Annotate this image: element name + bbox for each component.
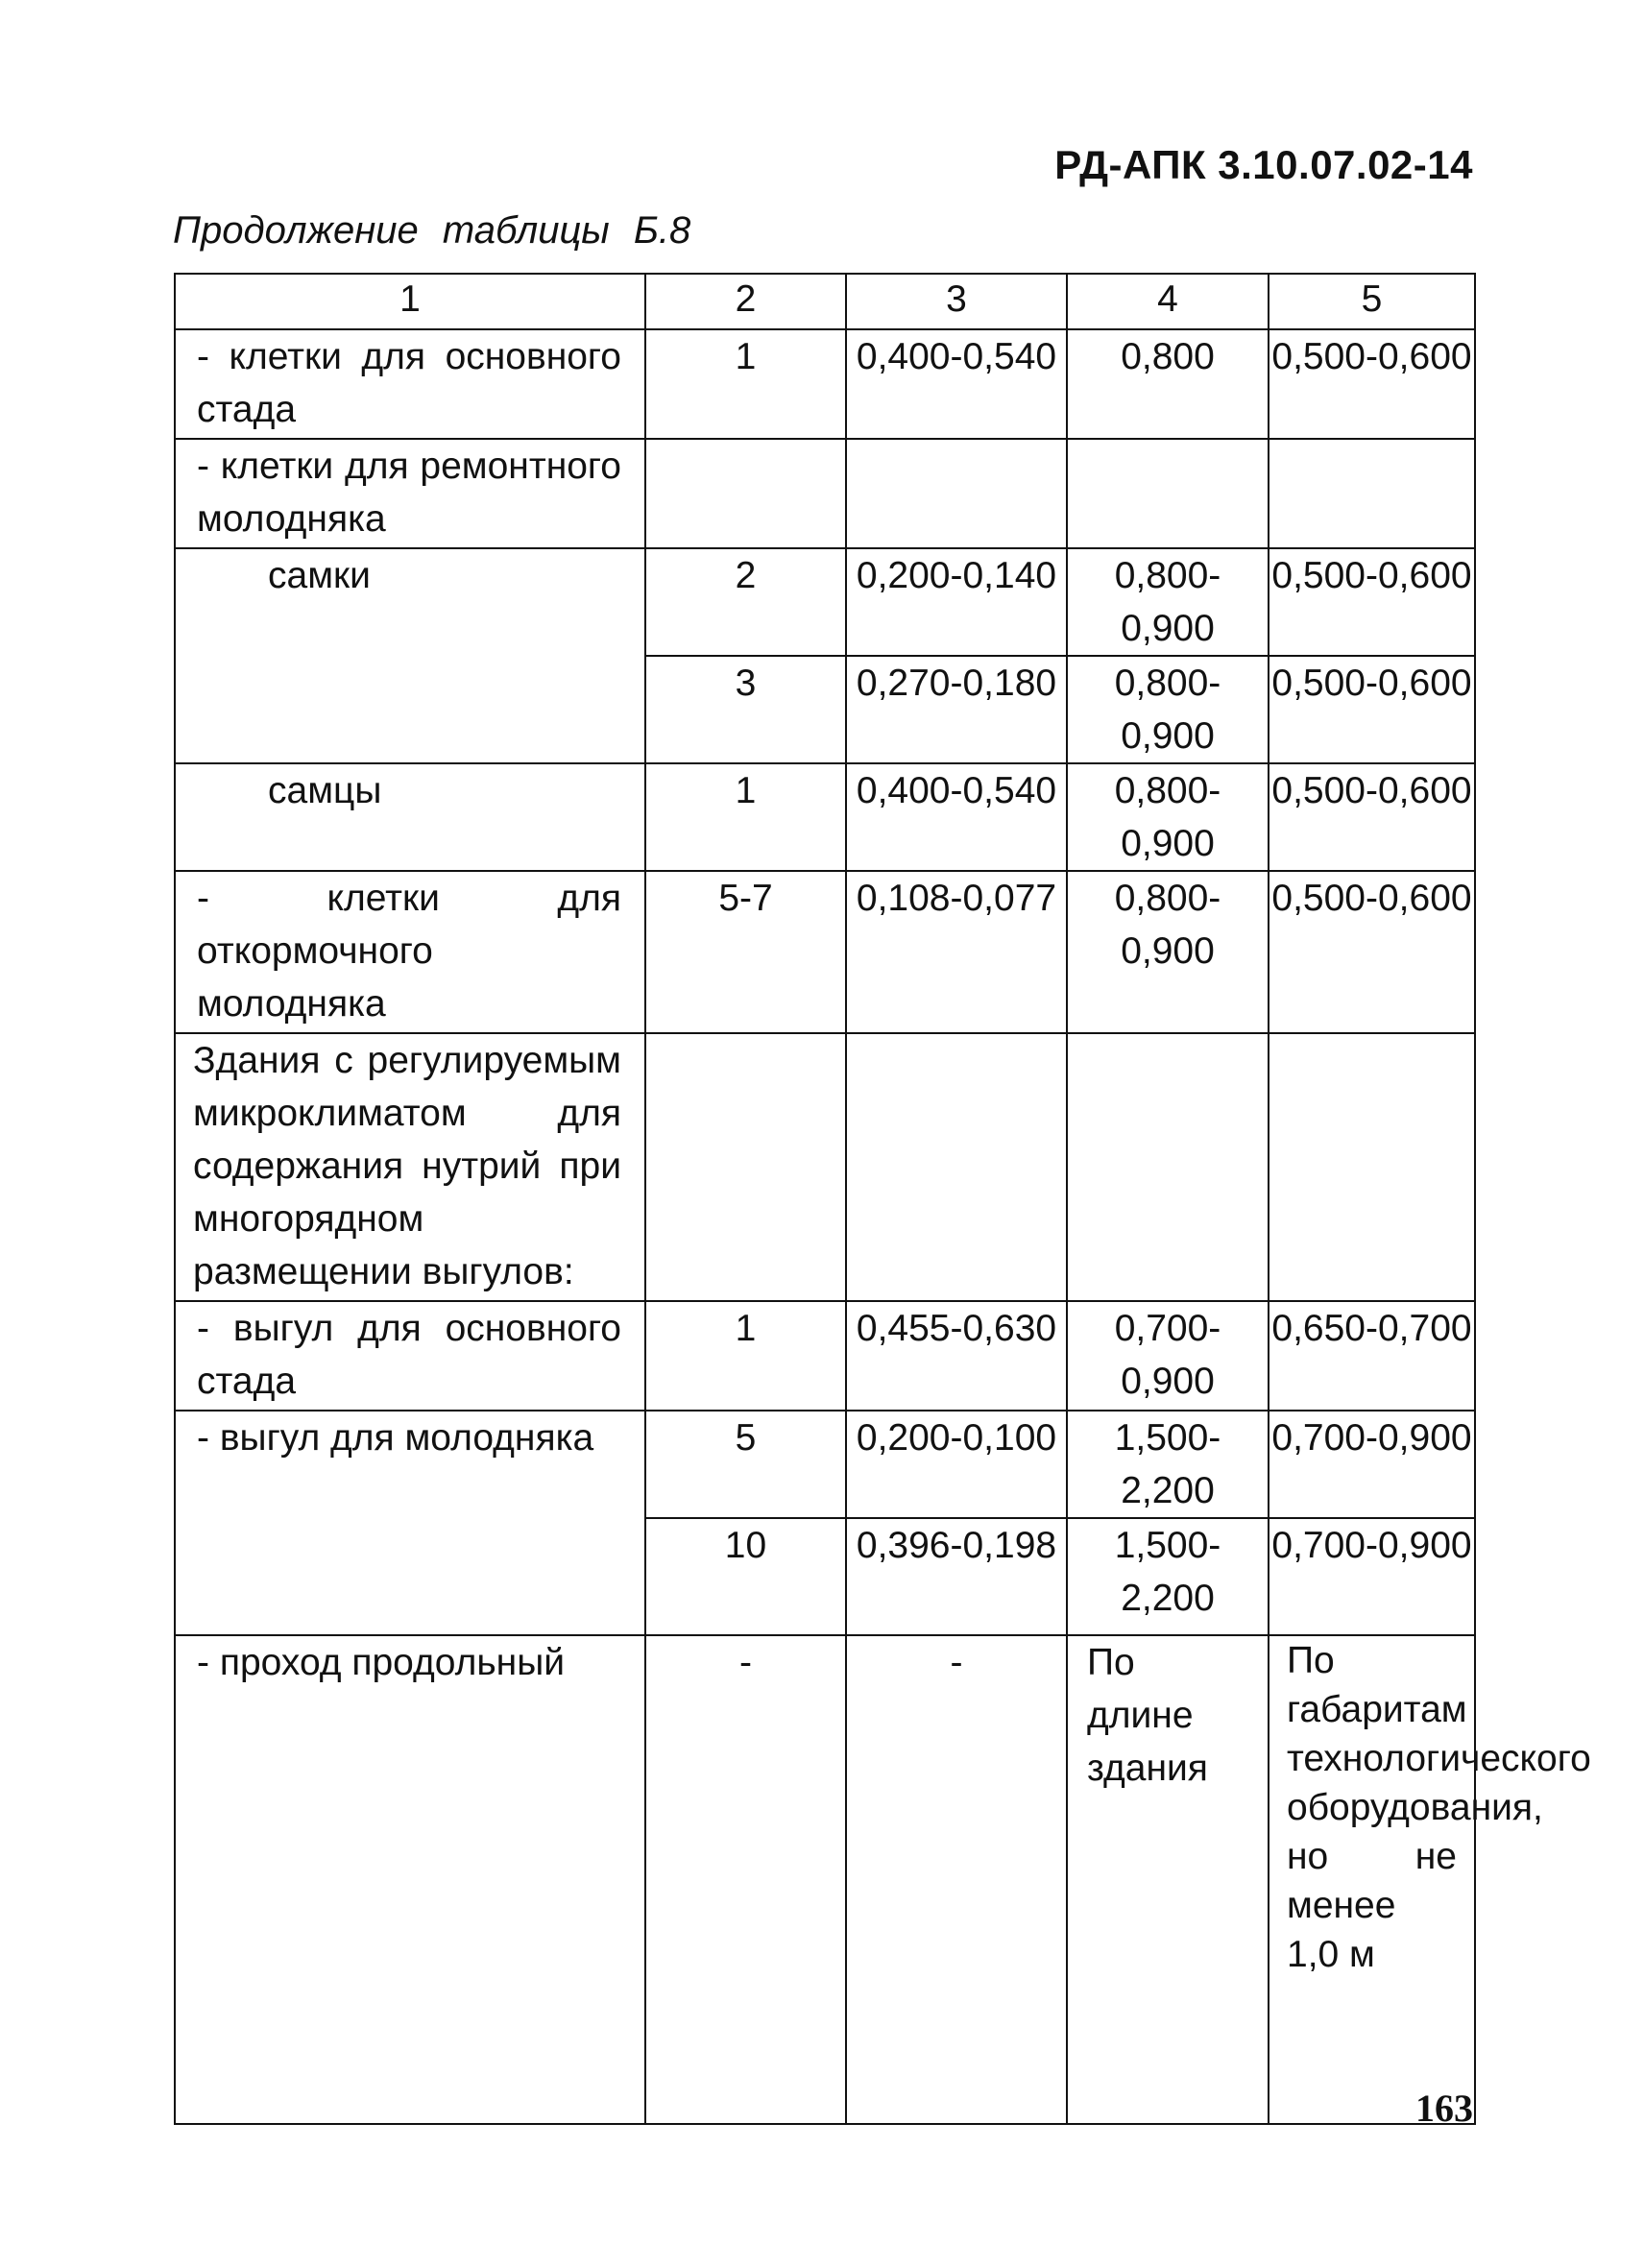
cell-quantity [645,1033,846,1301]
cell-value: 0,400-0,540 [846,763,1067,871]
table-row [175,329,1475,439]
cell-value: 0,800-0,900 [1067,763,1269,871]
row-name: - клетки для основного стада [175,329,645,439]
cell-quantity: 1 [645,329,846,439]
cell-value: 0,650-0,700 [1269,1301,1475,1411]
cell-value: 1,500-2,200 [1067,1411,1269,1518]
row-name: - выгул для основного стада [175,1301,645,1411]
table-row [175,1635,1475,2124]
table-row [175,548,1475,656]
row-name: самки [175,548,645,763]
document-code: РД-АПК 3.10.07.02-14 [1054,142,1473,187]
cell-quantity: 3 [645,656,846,763]
cell-value: 0,800-0,900 [1067,656,1269,763]
cell-value: 0,700-0,900 [1269,1518,1475,1635]
row-name: - клетки для ремонтного молодняка [175,439,645,548]
table-caption: Продолжение таблицы Б.8 [173,209,691,252]
column-header: 2 [645,274,846,329]
table-row [175,1411,1475,1518]
cell-value [846,439,1067,548]
row-name: - клетки для откормочного молодняка [175,871,645,1033]
cell-value: 0,800-0,900 [1067,871,1269,1033]
cell-quantity: 10 [645,1518,846,1635]
cell-value: 0,455-0,630 [846,1301,1067,1411]
cell-quantity [645,439,846,548]
cell-value: По длине здания [1067,1635,1269,2124]
column-header: 1 [175,274,645,329]
cell-value: 0,500-0,600 [1269,871,1475,1033]
cell-value: 0,700-0,900 [1067,1301,1269,1411]
column-header: 3 [846,274,1067,329]
table-row [175,871,1475,1033]
cell-value [1067,439,1269,548]
cell-value: 0,800 [1067,329,1269,439]
cell-value [1269,439,1475,548]
cell-value: 0,270-0,180 [846,656,1067,763]
column-header: 4 [1067,274,1269,329]
data-table [174,273,1591,2125]
cell-quantity: 2 [645,548,846,656]
row-name: - выгул для молодняка [175,1411,645,1635]
cell-value: 1,500-2,200 [1067,1518,1269,1635]
row-name: Здания с регулируемым микроклиматом для содержания нутрий при многорядном размещении выгулов: [175,1033,645,1301]
cell-value: 0,200-0,140 [846,548,1067,656]
cell-value: 0,400-0,540 [846,329,1067,439]
cell-value [846,1033,1067,1301]
table-row [175,439,1475,548]
row-name: - проход продольный [175,1635,645,2124]
cell-value: 0,800-0,900 [1067,548,1269,656]
table-row [175,763,1475,871]
cell-value: 0,700-0,900 [1269,1411,1475,1518]
cell-value [1269,1033,1475,1301]
cell-value [1067,1033,1269,1301]
cell-value: По габаритам технологического оборудования, но не менее 1,0 м [1269,1635,1475,2124]
cell-quantity: 1 [645,1301,846,1411]
cell-quantity: 5-7 [645,871,846,1033]
column-header: 5 [1269,274,1475,329]
row-name: самцы [175,763,645,871]
cell-value: 0,500-0,600 [1269,763,1475,871]
cell-quantity: 1 [645,763,846,871]
cell-quantity: 5 [645,1411,846,1518]
cell-value: 0,200-0,100 [846,1411,1067,1518]
page-number: 163 [1415,2087,1473,2130]
cell-value: 0,500-0,600 [1269,329,1475,439]
cell-value: 0,500-0,600 [1269,548,1475,656]
table-row [175,1033,1475,1301]
cell-value: 0,396-0,198 [846,1518,1067,1635]
cell-quantity: - [645,1635,846,2124]
table-row [175,1301,1475,1411]
cell-value: - [846,1635,1067,2124]
cell-value: 0,500-0,600 [1269,656,1475,763]
cell-value: 0,108-0,077 [846,871,1067,1033]
table-header-row [175,274,1475,329]
